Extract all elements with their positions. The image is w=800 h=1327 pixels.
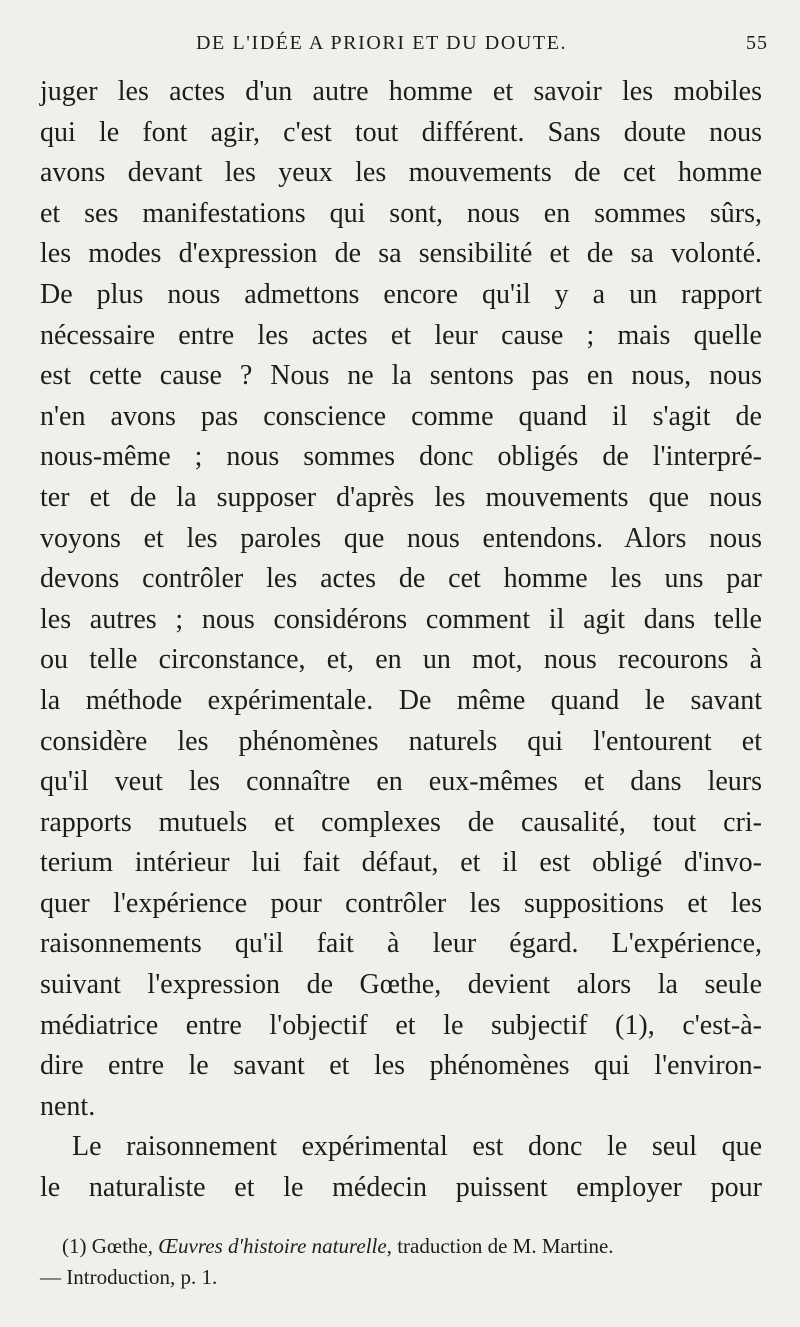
footnote-marker: (1) Gœthe, <box>62 1234 159 1258</box>
text-line: De plus nous admettons encore qu'il y a un rapport <box>40 278 762 310</box>
text-line: considère les phénomènes naturels qui l'entourent et <box>40 725 762 757</box>
text-line: devons contrôler les actes de cet homme les uns par <box>40 563 762 595</box>
footnote-line: — Introduction, p. 1. <box>40 1265 218 1289</box>
text-line: médiatrice entre l'objectif et le subjectif (1), c'est-à- <box>40 1009 762 1041</box>
text-line: nent. <box>40 1090 96 1122</box>
text-line: voyons et les paroles que nous entendons. Alors nous <box>40 522 762 554</box>
paragraph-start-line: Le raisonnement expérimental est donc le seul que <box>72 1131 762 1163</box>
footnote <box>40 1231 762 1293</box>
text-line: rapports mutuels et complexes de causalité, tout cri- <box>40 806 762 838</box>
text-line: le naturaliste et le médecin puissent employer pour <box>40 1172 762 1204</box>
text-line: les modes d'expression de sa sensibilité et de sa volonté. <box>40 238 762 270</box>
text-line: terium intérieur lui fait défaut, et il est obligé d'invo- <box>40 847 762 879</box>
text-line: suivant l'expression de Gœthe, devient alors la seule <box>40 969 762 1001</box>
text-line: qui le font agir, c'est tout différent. Sans doute nous <box>40 116 762 148</box>
body-text <box>40 72 762 1209</box>
running-head <box>0 32 800 62</box>
text-line: ou telle circonstance, et, en un mot, nous recourons à <box>40 644 762 676</box>
text-line: qu'il veut les connaître en eux-mêmes et dans leurs <box>40 766 762 798</box>
running-title: DE L'IDÉE A PRIORI ET DU DOUTE. <box>196 32 568 54</box>
footnote-work-title: Œuvres d'histoire naturelle, <box>158 1234 392 1258</box>
text-line: et ses manifestations qui sont, nous en sommes sûrs, <box>40 197 762 229</box>
text-line: la méthode expérimentale. De même quand le savant <box>40 684 762 716</box>
text-line: raisonnements qu'il fait à leur égard. L'expérience, <box>40 928 762 960</box>
text-line: nous-même ; nous sommes donc obligés de l'interpré- <box>40 441 762 473</box>
footnote-rest: traduction de M. Martine. <box>391 1234 614 1258</box>
text-line: ter et de la supposer d'après les mouvements que nous <box>40 481 762 513</box>
text-line: dire entre le savant et les phénomènes qui l'environ- <box>40 1050 762 1082</box>
text-line: n'en avons pas conscience comme quand il s'agit de <box>40 400 762 432</box>
text-line: les autres ; nous considérons comment il agit dans telle <box>40 603 762 635</box>
text-line: avons devant les yeux les mouvements de cet homme <box>40 157 762 189</box>
text-line: quer l'expérience pour contrôler les suppositions et les <box>40 887 762 919</box>
text-line: est cette cause ? Nous ne la sentons pas en nous, nous <box>40 360 762 392</box>
page-number: 55 <box>746 32 768 54</box>
text-line: nécessaire entre les actes et leur cause ; mais quelle <box>40 319 762 351</box>
text-line: juger les actes d'un autre homme et savoir les mobiles <box>40 76 762 107</box>
footnote-line <box>40 1231 762 1262</box>
